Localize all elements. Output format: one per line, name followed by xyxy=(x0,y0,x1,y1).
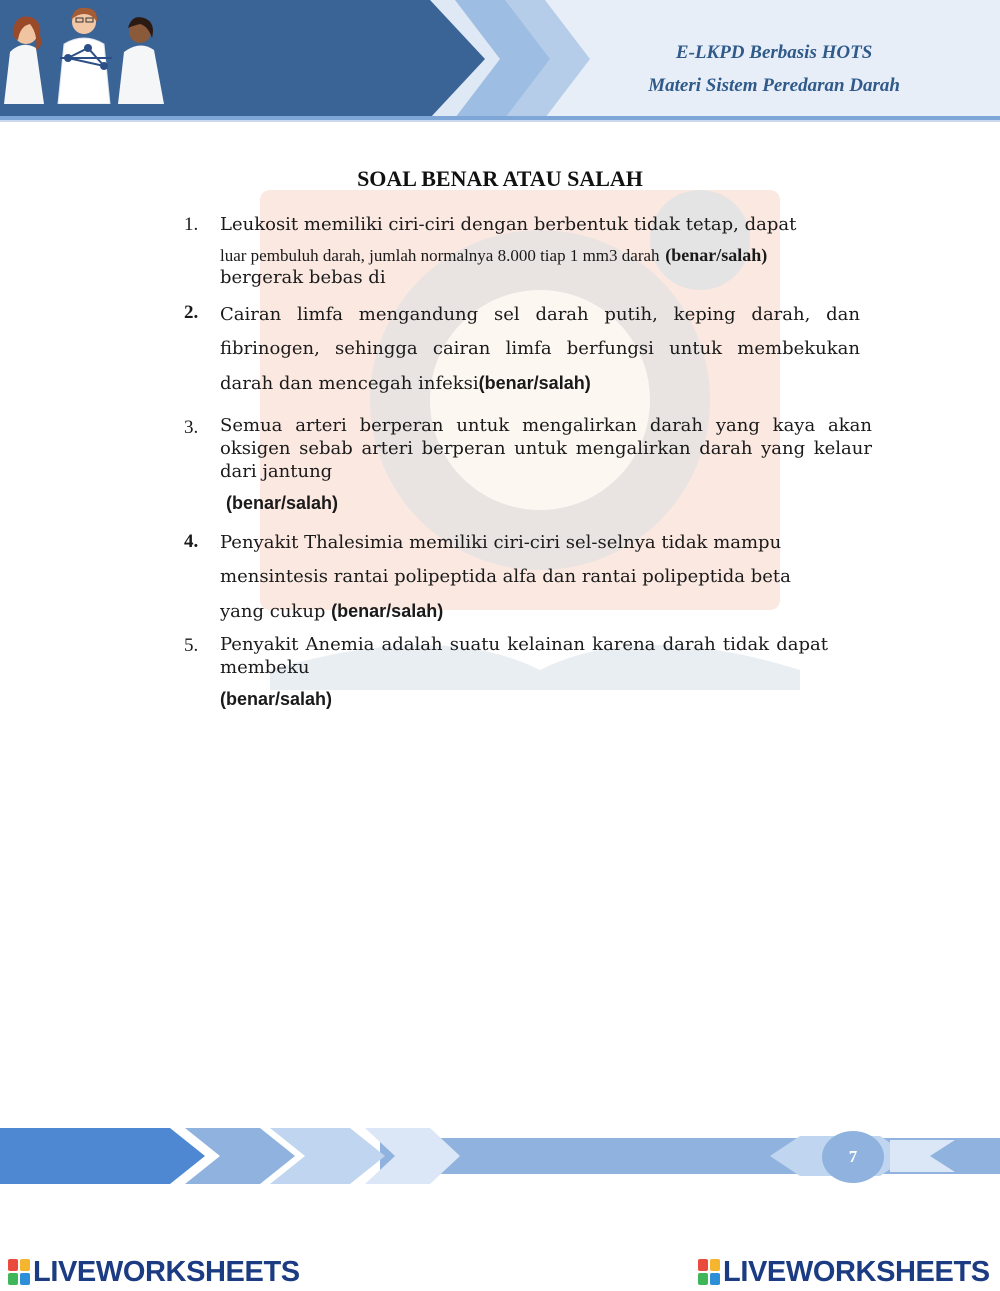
question-number: 4. xyxy=(184,531,199,552)
liveworksheets-logo-right xyxy=(698,1254,990,1290)
answer-choice[interactable]: (benar/salah) xyxy=(665,245,768,265)
page-number: 7 xyxy=(822,1131,884,1183)
question-number: 5. xyxy=(184,635,199,656)
header-title xyxy=(648,36,900,102)
answer-choice[interactable]: (benar/salah) xyxy=(331,601,444,621)
header-subject: E-LKPD Berbasis HOTS xyxy=(675,42,873,63)
question-2 xyxy=(184,298,860,401)
page-header xyxy=(0,0,1000,124)
liveworksheets-icon xyxy=(8,1259,30,1285)
question-text: Penyakit Thalesimia memiliki ciri-ciri sel-selnya tidak mampu mensintesis rantai polipeptida alfa dan rantai polipeptida beta yang cukup xyxy=(220,532,791,622)
question-4 xyxy=(184,526,828,629)
page-title: SOAL BENAR ATAU SALAH xyxy=(357,166,643,191)
question-5 xyxy=(184,633,828,710)
answer-choice[interactable]: (benar/salah) xyxy=(478,373,591,393)
answer-choice[interactable]: (benar/salah) xyxy=(226,493,339,513)
question-3 xyxy=(184,414,872,514)
brand-text: LIVEWORKSHEETS xyxy=(33,1255,300,1288)
header-material: Materi Sistem Peredaran Darah xyxy=(648,75,900,96)
question-text-line: luar pembuluh darah, jumlah normalnya 8.000 tiap 1 mm3 darah xyxy=(220,246,660,265)
liveworksheets-logo-left xyxy=(8,1254,300,1290)
answer-choice[interactable]: (benar/salah) xyxy=(220,689,333,709)
question-text-line: bergerak bebas di xyxy=(220,267,386,288)
question-text: Penyakit Anemia adalah suatu kelainan karena darah tidak dapat membeku xyxy=(220,634,828,678)
brand-text: LIVEWORKSHEETS xyxy=(723,1255,990,1288)
question-number: 2. xyxy=(184,302,199,323)
question-number: 3. xyxy=(184,417,199,438)
question-text: Semua arteri berperan untuk mengalirkan darah yang kaya akan oksigen sebab arteri berperan untuk mengalirkan darah yang kelaur dari jantung xyxy=(220,415,872,482)
liveworksheets-icon xyxy=(698,1259,720,1285)
question-text-line: Leukosit memiliki ciri-ciri dengan berbentuk tidak tetap, dapat xyxy=(220,214,797,235)
question-number: 1. xyxy=(184,214,199,235)
question-1 xyxy=(184,212,872,289)
scientists-illustration xyxy=(0,0,168,104)
question-text: Cairan limfa mengandung sel darah putih, keping darah, dan fibrinogen, sehingga cairan limfa berfungsi untuk membekukan darah dan mencegah infeksi xyxy=(220,304,860,394)
